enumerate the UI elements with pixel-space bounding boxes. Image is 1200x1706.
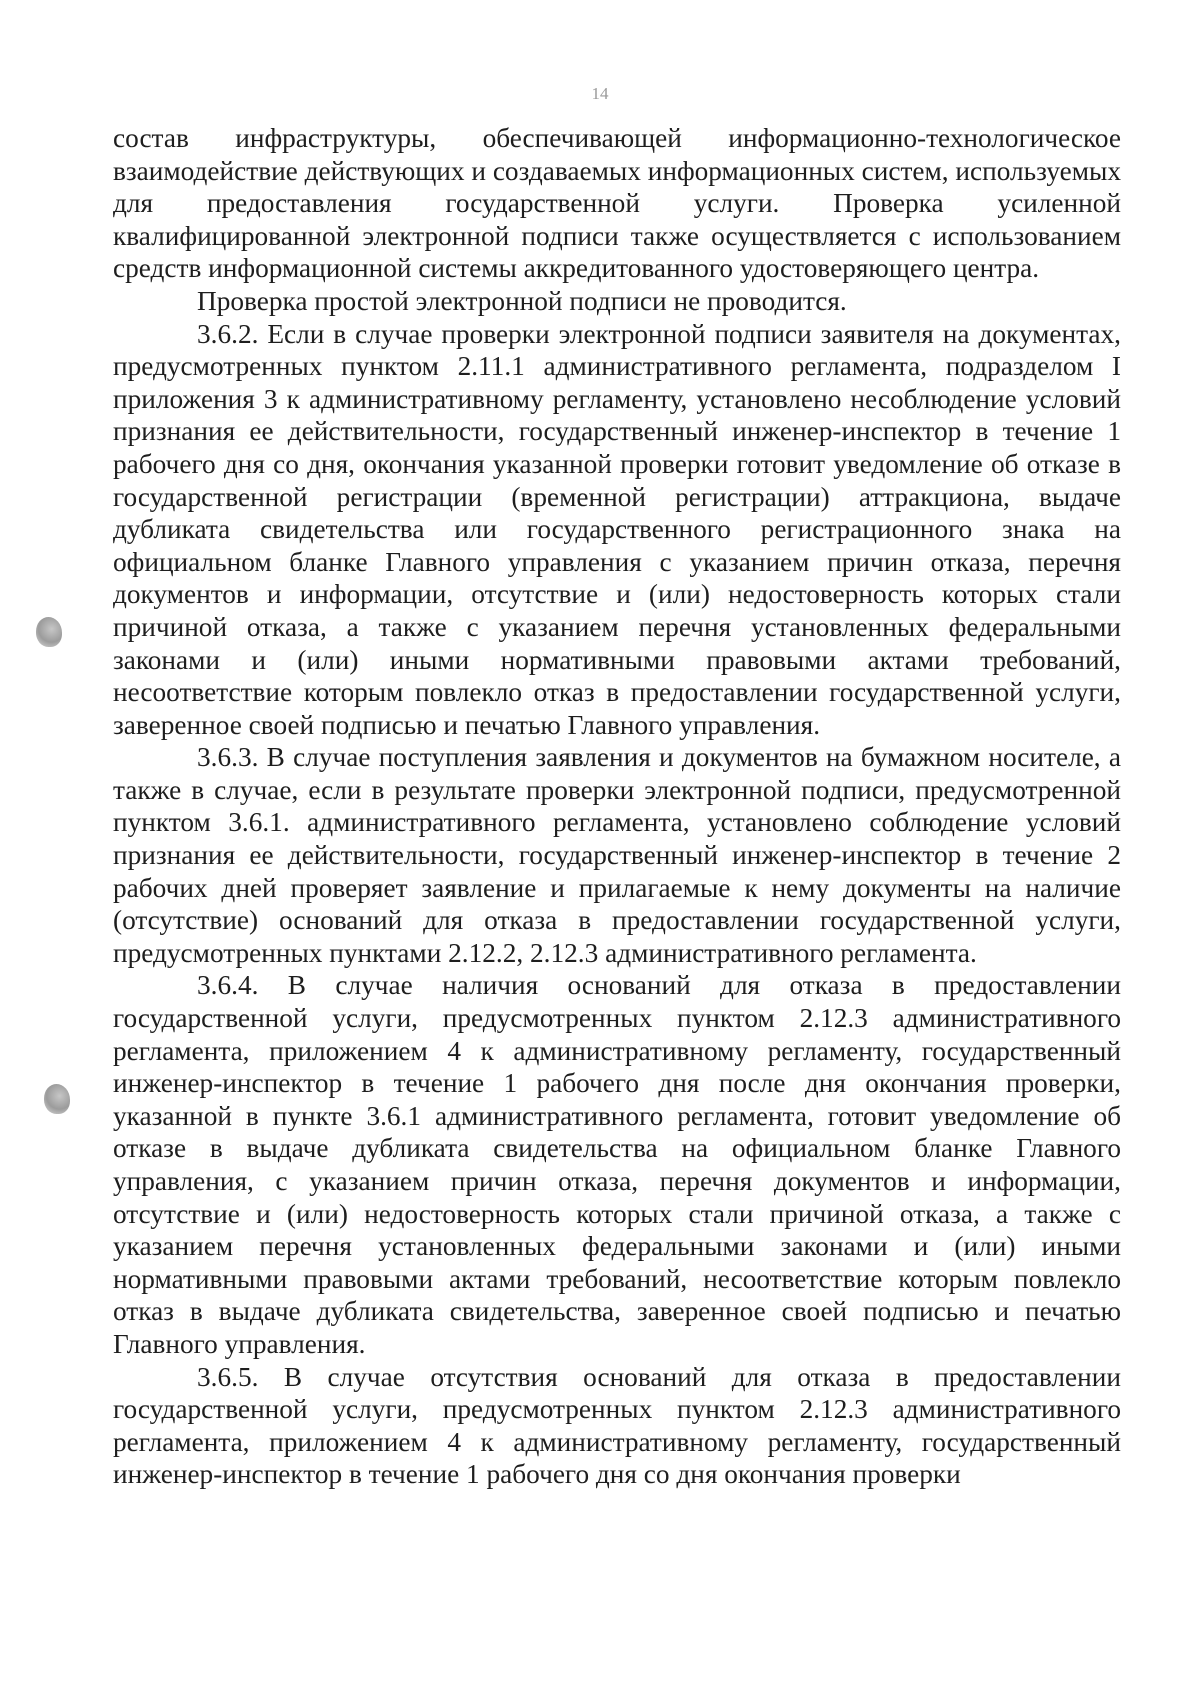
document-body [113, 122, 1121, 1491]
paragraph-3-6-4: 3.6.4. В случае наличия оснований для отказа в предоставлении государственной услуги, предусмотренных пунктом 2.12.3 административного регламента, приложением 4 к административному регламенту, государственный инженер-инспектор в течение 1 рабочего дня после дня окончания проверки, указанной в пункте 3.6.1 административного регламента, готовит уведомление об отказе в выдаче дубликата свидетельства на официальном бланке Главного управления, с указанием причин отказа, перечня документов и информации, отсутствие и (или) недостоверность которых стали причиной отказа, а также с указанием перечня установленных федеральными законами и (или) иными нормативными правовыми актами требований, несоответствие которым повлекло отказ в выдаче дубликата свидетельства, заверенное своей подписью и печатью Главного управления. [113, 970, 1121, 1359]
paragraph-3-6-5: 3.6.5. В случае отсутствия оснований для отказа в предоставлении государственной услуги, предусмотренных пунктом 2.12.3 административного регламента, приложением 4 к административному регламенту, государственный инженер-инспектор в течение 1 рабочего дня со дня окончания проверки [113, 1361, 1121, 1490]
paragraph: состав инфраструктуры, обеспечивающей информационно-технологическое взаимодействие действующих и создаваемых информационных систем, используемых для предоставления государственной услуги. Проверка усиленной квалифицированной электронной подписи также осуществляется с использованием средств информационной системы аккредитованного удостоверяющего центра. [113, 123, 1121, 284]
paragraph-3-6-3: 3.6.3. В случае поступления заявления и документов на бумажном носителе, а также в случае, если в результате проверки электронной подписи, предусмотренной пунктом 3.6.1. административного регламента, установлено соблюдение условий признания ее действительности, государственный инженер-инспектор в течение 2 рабочих дней проверяет заявление и прилагаемые к нему документы на наличие (отсутствие) оснований для отказа в предоставлении государственной услуги, предусмотренных пунктами 2.12.2, 2.12.3 административного регламента. [113, 742, 1121, 968]
paragraph: Проверка простой электронной подписи не проводится. [197, 285, 847, 316]
page-number: 14 [591, 84, 609, 103]
paragraph-3-6-2: 3.6.2. Если в случае проверки электронной подписи заявителя на документах, предусмотренных пунктом 2.11.1 административного регламента, подразделом I приложения 3 к административному регламенту, установлено несоблюдение условий признания ее действительности, государственный инженер-инспектор в течение 1 рабочего дня со дня, окончания указанной проверки готовит уведомление об отказе в государственной регистрации (временной регистрации) аттракциона, выдаче дубликата свидетельства или государственного регистрационного знака на официальном бланке Главного управления с указанием причин отказа, перечня документов и информации, отсутствие и (или) недостоверность которых стали причиной отказа, а также с указанием перечня установленных федеральными законами и (или) иными нормативными правовыми актами требований, несоответствие которым повлекло отказ в предоставлении государственной услуги, заверенное своей подписью и печатью Главного управления. [113, 318, 1121, 740]
punch-hole-mark [44, 1084, 70, 1114]
punch-hole-mark [36, 617, 62, 647]
